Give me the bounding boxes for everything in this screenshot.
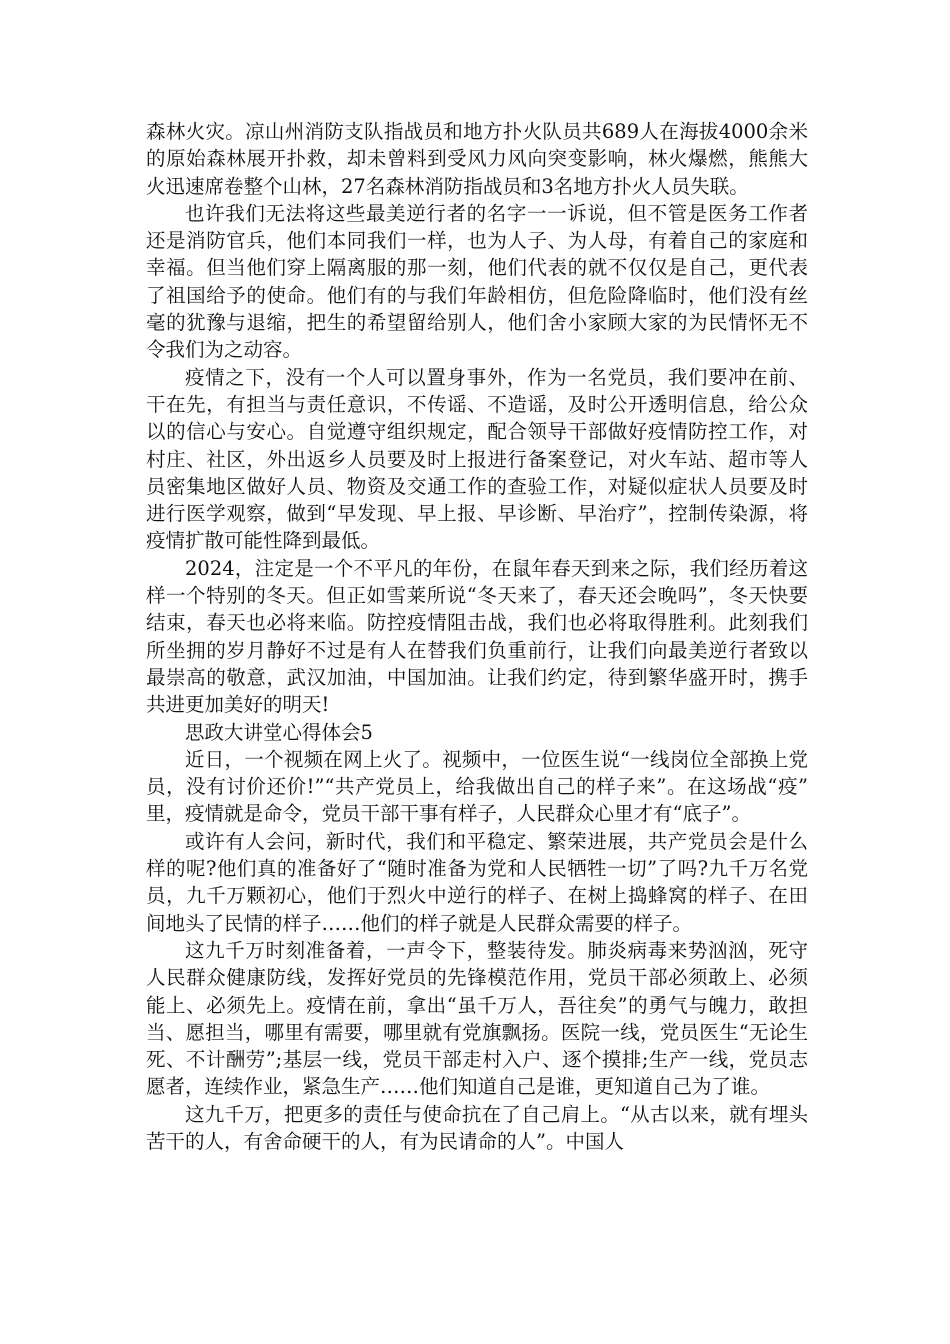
section-heading: 思政大讲堂心得体会5 (185, 720, 373, 744)
paragraph: 这九千万，把更多的责任与使命抗在了自己肩上。“从古以来，就有埋头苦干的人，有舍命硬干的人，有为民请命的人”。中国人 (146, 1102, 808, 1153)
paragraph: 近日，一个视频在网上火了。视频中，一位医生说“一线岗位全部换上党员，没有讨价还价!”“共产党员上，给我做出自己的样子来”。在这场战“疫”里，疫情就是命令，党员干部干事有样子，人民群众心里才有“底子”。 (146, 747, 808, 826)
paragraph-continuation: 森林火灾。凉山州消防支队指战员和地方扑火队员共689人在海拔4000余米的原始森林展开扑救，却未曾料到受风力风向突变影响，林火爆燃，熊熊大火迅速席卷整个山林，27名森林消防指战员和3名地方扑火人员失联。 (146, 120, 808, 198)
paragraph: 这九千万时刻准备着，一声令下，整装待发。肺炎病毒来势汹汹，死守人民群众健康防线，发挥好党员的先锋模范作用，党员干部必须敢上、必须能上、必须先上。疫情在前，拿出“虽千万人，吾往矣”的勇气与魄力，敢担当、愿担当，哪里有需要，哪里就有党旗飘扬。医院一线，党员医生“无论生死、不计酬劳”;基层一线，党员干部走村入户、逐个摸排;生产一线，党员志愿者，连续作业，紧急生产……他们知道自己是谁，更知道自己为了谁。 (146, 938, 808, 1099)
paragraph: 或许有人会问，新时代，我们和平稳定、繁荣进展，共产党员会是什么样的呢?他们真的准备好了“随时准备为党和人民牺牲一切”了吗?九千万名党员，九千万颗初心，他们于烈火中逆行的样子、在树上捣蜂窝的样子、在田间地头了民情的样子……他们的样子就是人民群众需要的样子。 (146, 829, 808, 935)
paragraph: 疫情之下，没有一个人可以置身事外，作为一名党员，我们要冲在前、干在先，有担当与责任意识，不传谣、不造谣，及时公开透明信息，给公众以的信心与安心。自觉遵守组织规定，配合领导干部做好疫情防控工作，对村庄、社区，外出返乡人员要及时上报进行备案登记，对火车站、超市等人员密集地区做好人员、物资及交通工作的查验工作，对疑似症状人员要及时进行医学观察，做到“早发现、早上报、早诊断、早治疗”，控制传染源，将疫情扩散可能性降到最低。 (146, 365, 808, 553)
paragraph: 2024，注定是一个不平凡的年份，在鼠年春天到来之际，我们经历着这样一个特别的冬天。但正如雪莱所说“冬天来了，春天还会晚吗”，冬天快要结束，春天也必将来临。防控疫情阻击战，我们也必将取得胜利。此刻我们所坐拥的岁月静好不过是有人在替我们负重前行，让我们向最美逆行者致以最崇高的敬意，武汉加油，中国加油。让我们约定，待到繁华盛开时，携手共进更加美好的明天! (146, 556, 808, 717)
document-body (146, 118, 808, 1155)
paragraph: 也许我们无法将这些最美逆行者的名字一一诉说，但不管是医务工作者还是消防官兵，他们本同我们一样，也为人子、为人母，有着自己的家庭和幸福。但当他们穿上隔离服的那一刻，他们代表的就不仅仅是自己，更代表了祖国给予的使命。他们有的与我们年龄相仿，但危险降临时，他们没有丝毫的犹豫与退缩，把生的希望留给别人，他们舍小家顾大家的为民情怀无不令我们为之动容。 (146, 201, 808, 362)
